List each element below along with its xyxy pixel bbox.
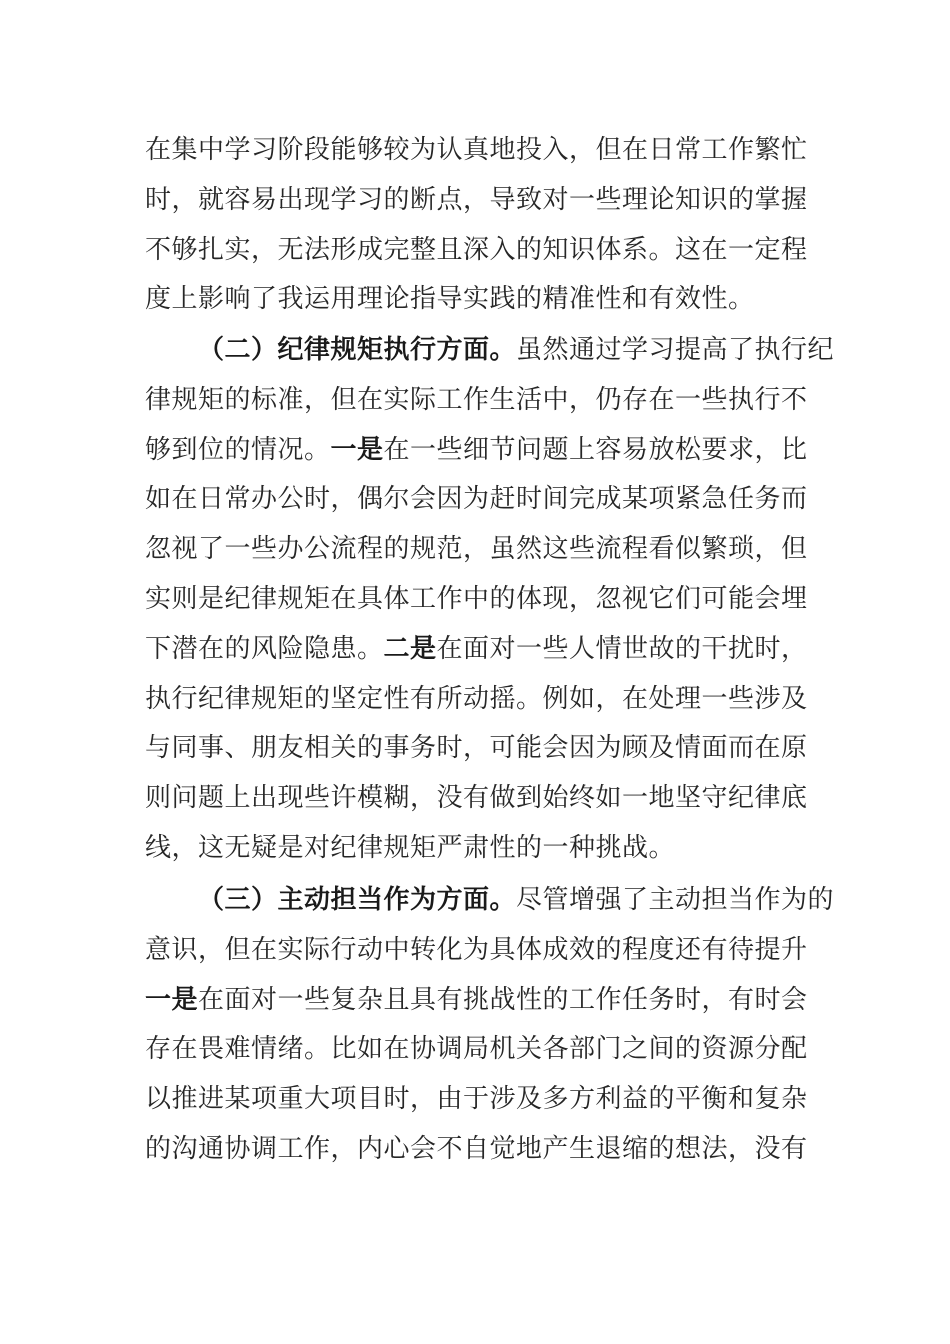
paragraph-learning-continuation bbox=[145, 126, 810, 325]
section-heading-initiative: （三）主动担当作为方面。 bbox=[198, 885, 517, 915]
section-heading-discipline: （二）纪律规矩执行方面。 bbox=[198, 335, 517, 365]
paragraph-initiative bbox=[145, 876, 835, 1175]
text-line bbox=[145, 326, 835, 376]
text-line bbox=[145, 625, 810, 675]
text-segment: 在面对一些复杂且具有挑战性的工作任务时，有时会 bbox=[198, 984, 808, 1015]
text-line: 线，这无疑是对纪律规矩严肃性的一种挑战。 bbox=[145, 832, 676, 863]
text-segment: 虽然通过学习提高了执行纪 bbox=[516, 335, 835, 365]
point-marker-first: 一是 bbox=[145, 984, 199, 1015]
text-segment: 在一些细节问题上容易放松要求，比 bbox=[383, 434, 808, 465]
point-marker-first: 一是 bbox=[330, 434, 384, 465]
text-line: 的沟通协调工作，内心会不自觉地产生退缩的想法，没有 bbox=[145, 1133, 808, 1164]
text-line: 不够扎实，无法形成完整且深入的知识体系。这在一定程 bbox=[145, 234, 808, 265]
text-line: 如在日常办公时，偶尔会因为赶时间完成某项紧急任务而 bbox=[145, 484, 808, 515]
text-line: 意识，但在实际行动中转化为具体成效的程度还有待提升 bbox=[145, 934, 808, 965]
text-segment: 在面对一些人情世故的干扰时， bbox=[436, 633, 808, 664]
paragraph-discipline bbox=[145, 326, 835, 874]
text-line: 时，就容易出现学习的断点，导致对一些理论知识的掌握 bbox=[145, 184, 808, 215]
text-line: 在集中学习阶段能够较为认真地投入，但在日常工作繁忙 bbox=[145, 135, 808, 165]
text-line bbox=[145, 976, 810, 1026]
text-segment: 够到位的情况。 bbox=[145, 434, 331, 465]
text-line: 以推进某项重大项目时，由于涉及多方利益的平衡和复杂 bbox=[145, 1084, 808, 1115]
text-line: 存在畏难情绪。比如在协调局机关各部门之间的资源分配 bbox=[145, 1034, 808, 1065]
text-line: 则问题上出现些许模糊，没有做到始终如一地坚守纪律底 bbox=[145, 783, 808, 814]
text-segment: 下潜在的风险隐患。 bbox=[145, 633, 384, 664]
text-line: 实则是纪律规矩在具体工作中的体现，忽视它们可能会埋 bbox=[145, 583, 808, 614]
text-line: 度上影响了我运用理论指导实践的精准性和有效性。 bbox=[145, 284, 755, 315]
text-line: 律规矩的标准，但在实际工作生活中，仍存在一些执行不 bbox=[145, 384, 808, 415]
point-marker-second: 二是 bbox=[383, 633, 437, 664]
text-line bbox=[145, 876, 835, 926]
text-segment: 尽管增强了主动担当作为的 bbox=[516, 885, 835, 915]
text-line: 忽视了一些办公流程的规范，虽然这些流程看似繁琐，但 bbox=[145, 534, 808, 565]
text-line bbox=[145, 426, 810, 476]
text-line: 与同事、朋友相关的事务时，可能会因为顾及情面而在原 bbox=[145, 733, 808, 764]
text-line: 执行纪律规矩的坚定性有所动摇。例如，在处理一些涉及 bbox=[145, 683, 808, 714]
